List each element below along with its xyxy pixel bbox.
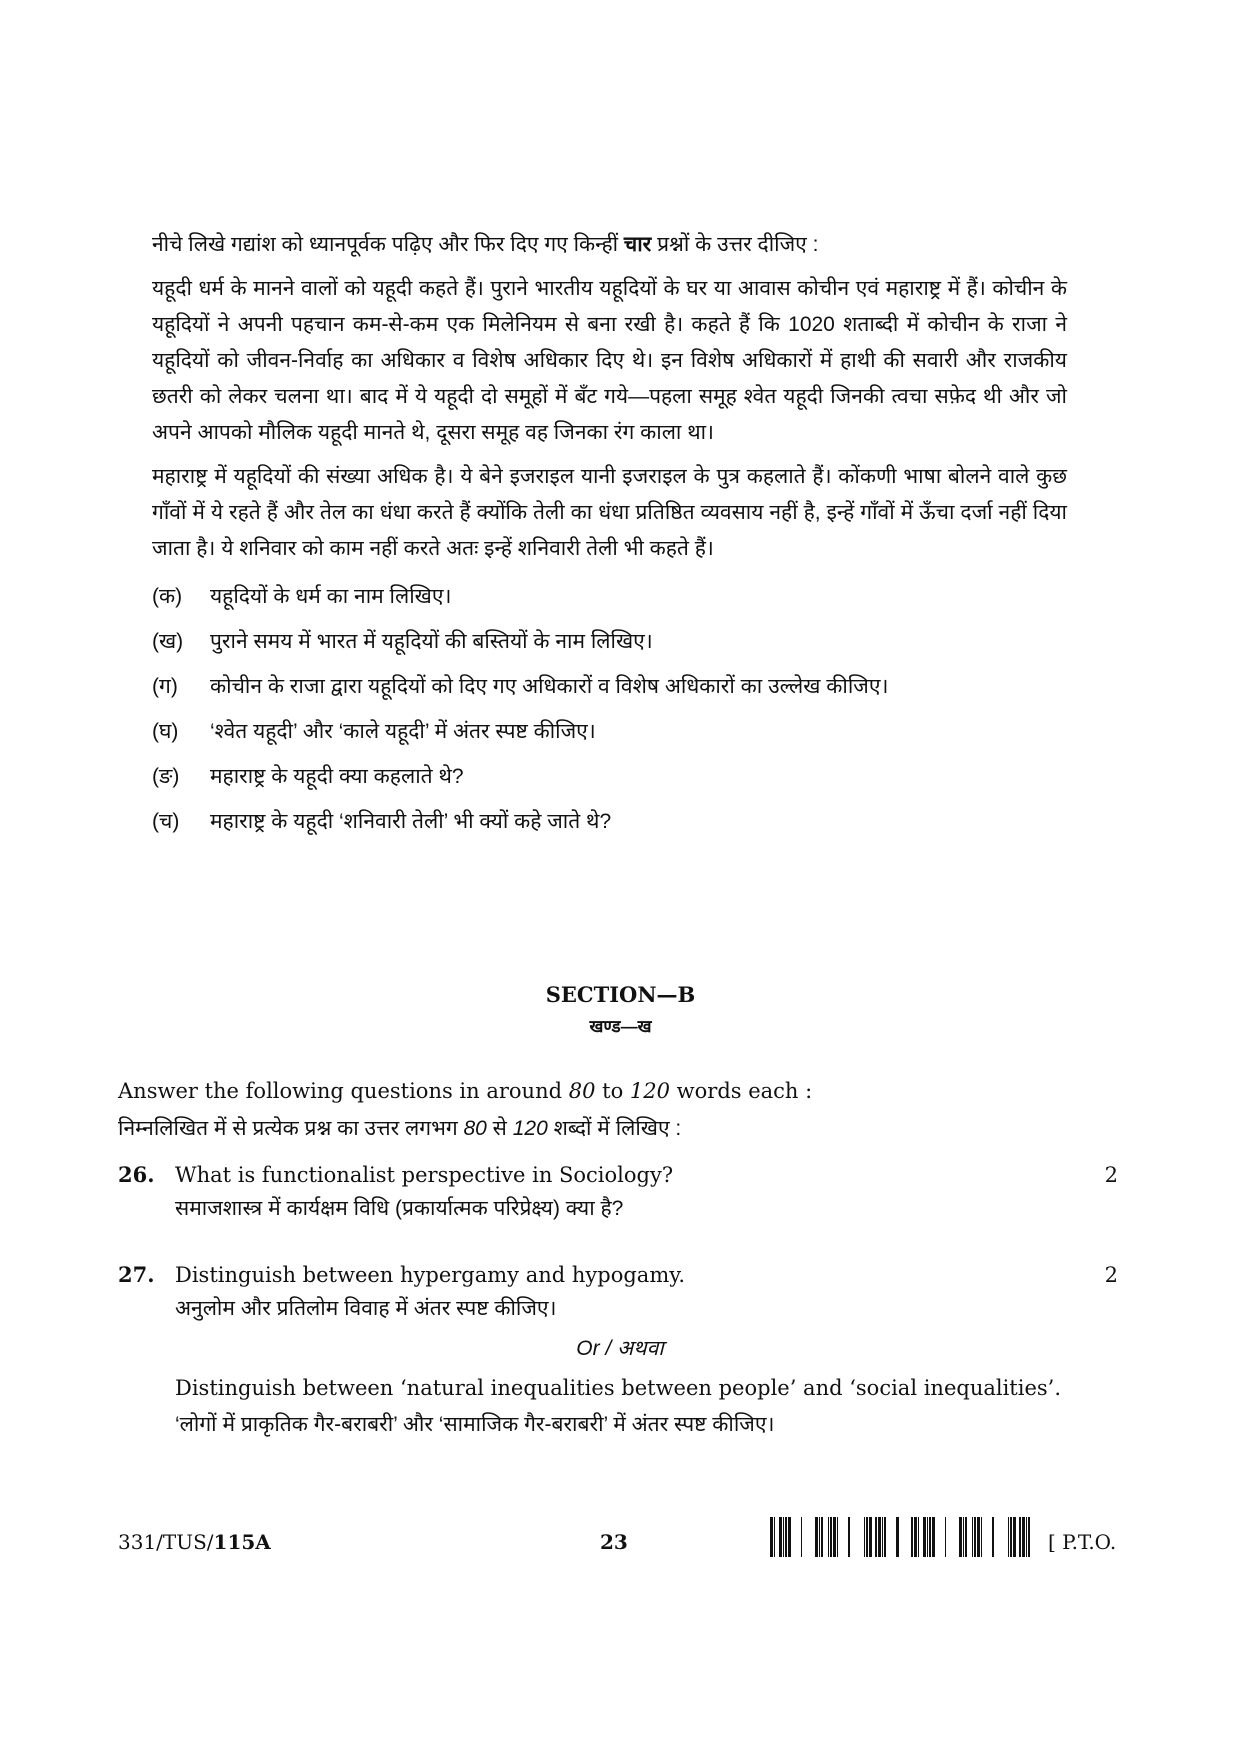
subquestion xyxy=(152,714,1067,750)
subquestion xyxy=(152,579,1067,615)
question-number: 27. xyxy=(118,1262,155,1287)
instr-text: से xyxy=(486,1117,513,1140)
barcode-bar xyxy=(848,1517,850,1557)
reading-passage xyxy=(152,227,1067,849)
instr-text: to xyxy=(595,1079,630,1103)
question-marks: 2 xyxy=(1104,1263,1118,1287)
barcode-bar xyxy=(869,1517,872,1557)
page-number: 23 xyxy=(600,1530,628,1554)
instr-text: शब्दों में लिखिए : xyxy=(547,1117,682,1140)
barcode-bar xyxy=(785,1517,787,1557)
subquestion-list xyxy=(152,579,1067,840)
barcode-bar xyxy=(882,1517,883,1557)
barcode-bar xyxy=(884,1517,886,1557)
barcode-bar xyxy=(981,1517,982,1557)
barcode-bar xyxy=(779,1517,782,1557)
passage-paragraph-2: महाराष्ट्र में यहूदियों की संख्या अधिक है। ये बेने इजराइल यानी इजराइल के पुत्र कहलाते हैं। कोंकणी भाषा बोलने वाले कुछ गाँवों में ये रहते हैं और तेल का धंधा करते हैं क्योंकि तेली का धंधा प्रतिष्ठित व्यवसाय नहीं है, इन्हें गाँवों में ऊँचा दर्जा नहीं दिया जाता है। ये शनिवार को काम नहीं करते अतः इन्हें शनिवारी तेली भी कहते हैं। xyxy=(152,465,1067,560)
subquestion-label: (घ) xyxy=(152,720,179,743)
passage-instruction xyxy=(152,227,1067,263)
instruction-text-end: प्रश्नों के उत्तर दीजिए : xyxy=(651,233,819,256)
section-instruction xyxy=(118,1072,1018,1148)
barcode-bar xyxy=(783,1517,784,1557)
subquestion-label: (ग) xyxy=(152,675,178,698)
instruction-bold: चार xyxy=(623,233,652,256)
barcode-bar xyxy=(911,1517,913,1557)
instruction-text: नीचे लिखे गद्यांश को ध्यानपूर्वक पढ़िए और फिर दिए गए किन्हीं xyxy=(152,233,624,256)
paper-code-bold: 115A xyxy=(213,1530,271,1554)
question-number: 26. xyxy=(118,1162,155,1187)
barcode-bar xyxy=(1019,1517,1021,1557)
barcode-bar xyxy=(929,1517,931,1557)
passage-paragraph-1: यहूदी धर्म के मानने वालों को यहूदी कहते हैं। पुराने भारतीय यहूदियों के घर या आवास कोचीन एवं महाराष्ट्र में हैं। कोचीन के यहूदियों ने अपनी पहचान कम-से-कम एक मिलेनियम से बना रखी है। कहते हैं कि 1020 शताब्दी में कोचीन के राजा ने यहूदियों को जीवन-निर्वाह का अधिकार व विशेष अधिकार दिए थे। इन विशेष अधिकारों में हाथी की सवारी और राजकीय छतरी को लेकर चलना था। बाद में ये यहूदी दो समूहों में बँट गये—पहला समूह श्वेत यहूदी जिनकी त्वचा सफ़ेद थी और जो अपने आपको मौलिक यहूदी मानते थे, दूसरा समूह वह जिनका रंग काला था। xyxy=(152,277,1067,444)
section-title: SECTION—B xyxy=(545,982,696,1007)
question-26 xyxy=(118,1158,1118,1226)
subquestion-text: कोचीन के राजा द्वारा यहूदियों को दिए गए अधिकारों व विशेष अधिकारों का उल्लेख कीजिए। xyxy=(210,675,889,698)
instr-num: 80 xyxy=(568,1079,596,1103)
barcode-bar xyxy=(830,1517,832,1557)
barcode-bar xyxy=(833,1517,836,1557)
subquestion xyxy=(152,759,1067,795)
question-body xyxy=(175,1158,1065,1226)
section-instruction-en xyxy=(118,1072,1018,1110)
barcode-bar xyxy=(959,1517,962,1557)
subquestion-text: महाराष्ट्र के यहूदी ‘शनिवारी तेली’ भी क्यों कहे जाते थे? xyxy=(210,810,612,833)
barcode-bar xyxy=(875,1517,877,1557)
barcode-bar xyxy=(914,1517,917,1557)
instr-text: Answer the following questions in around xyxy=(118,1079,569,1103)
question-27 xyxy=(118,1258,1118,1442)
barcode-bar xyxy=(992,1517,994,1557)
section-title-hindi: खण्ड—ख xyxy=(589,1017,652,1036)
barcode-bar xyxy=(1022,1517,1025,1557)
instr-text: words each : xyxy=(669,1079,813,1103)
barcode-bar xyxy=(774,1517,775,1557)
section-instruction-hi xyxy=(118,1110,1018,1148)
instr-text: निम्नलिखित में से प्रत्येक प्रश्न का उत्तर लगभग xyxy=(118,1117,464,1140)
barcode-bar xyxy=(815,1517,818,1557)
question-text-en: Distinguish between hypergamy and hypogamy. xyxy=(175,1263,685,1287)
subquestion xyxy=(152,624,1067,660)
subquestion-text: पुराने समय में भारत में यहूदियों की बस्तियों के नाम लिखिए। xyxy=(210,630,653,653)
instr-num: 80 xyxy=(463,1117,487,1140)
subquestion-label: (क) xyxy=(152,585,183,608)
barcode-bar xyxy=(896,1517,899,1557)
barcode-bar xyxy=(837,1517,838,1557)
barcode-bar xyxy=(866,1517,868,1557)
barcode-bar xyxy=(819,1517,820,1557)
barcode xyxy=(770,1517,1035,1557)
question-text-hi: समाजशास्त्र में कार्यक्षम विधि (प्रकार्यात्मक परिप्रेक्ष्य) क्या है? xyxy=(175,1197,624,1220)
subquestion xyxy=(152,669,1067,705)
question-text-hi: अनुलोम और प्रतिलोम विवाह में अंतर स्पष्ट कीजिए। xyxy=(175,1297,557,1320)
subquestion-label: (ख) xyxy=(152,630,184,653)
barcode-bar xyxy=(1010,1517,1012,1557)
barcode-bar xyxy=(864,1517,865,1557)
barcode-bar xyxy=(828,1517,829,1557)
barcode-bar xyxy=(1013,1517,1016,1557)
subquestion-label: (च) xyxy=(152,810,180,833)
question-text-en: What is functionalist perspective in Sociology? xyxy=(175,1163,674,1187)
subquestion-text: महाराष्ट्र के यहूदी क्या कहलाते थे? xyxy=(210,765,464,788)
instr-num: 120 xyxy=(629,1079,670,1103)
or-separator: Or / अथवा xyxy=(576,1337,664,1360)
subquestion xyxy=(152,804,1067,840)
barcode-bar xyxy=(788,1517,791,1557)
barcode-bar xyxy=(932,1517,935,1557)
barcode-bar xyxy=(945,1517,946,1557)
barcode-bar xyxy=(927,1517,928,1557)
barcode-bar xyxy=(1028,1517,1030,1557)
barcode-bar xyxy=(821,1517,823,1557)
barcode-bar xyxy=(1008,1517,1009,1557)
barcode-bar xyxy=(923,1517,926,1557)
barcode-bar xyxy=(801,1517,802,1557)
barcode-bar xyxy=(1026,1517,1027,1557)
alt-question-text-en: Distinguish between ‘natural inequalities between people’ and ‘social inequalities’. xyxy=(175,1376,1062,1400)
question-marks: 2 xyxy=(1104,1163,1118,1187)
barcode-bar xyxy=(963,1517,964,1557)
barcode-bar xyxy=(977,1517,980,1557)
alt-question-text-hi: ‘लोगों में प्राकृतिक गैर-बराबरी’ और ‘सामाजिक गैर-बराबरी’ में अंतर स्पष्ट कीजिए। xyxy=(175,1413,775,1436)
question-body xyxy=(175,1258,1065,1442)
barcode-bar xyxy=(918,1517,919,1557)
barcode-bar xyxy=(770,1517,773,1557)
paper-code-prefix: 331/TUS/ xyxy=(118,1530,214,1554)
subquestion-text: ‘श्वेत यहूदी’ और ‘काले यहूदी’ में अंतर स्पष्ट कीजिए। xyxy=(210,720,596,743)
subquestion-text: यहूदियों के धर्म का नाम लिखिए। xyxy=(210,585,452,608)
barcode-bar xyxy=(972,1517,973,1557)
barcode-bar xyxy=(965,1517,967,1557)
instr-num: 120 xyxy=(512,1117,548,1140)
paper-code xyxy=(118,1530,271,1554)
barcode-bar xyxy=(878,1517,881,1557)
barcode-bar xyxy=(974,1517,976,1557)
pto-label: [ P.T.O. xyxy=(1048,1530,1117,1554)
subquestion-label: (ङ) xyxy=(152,765,180,788)
